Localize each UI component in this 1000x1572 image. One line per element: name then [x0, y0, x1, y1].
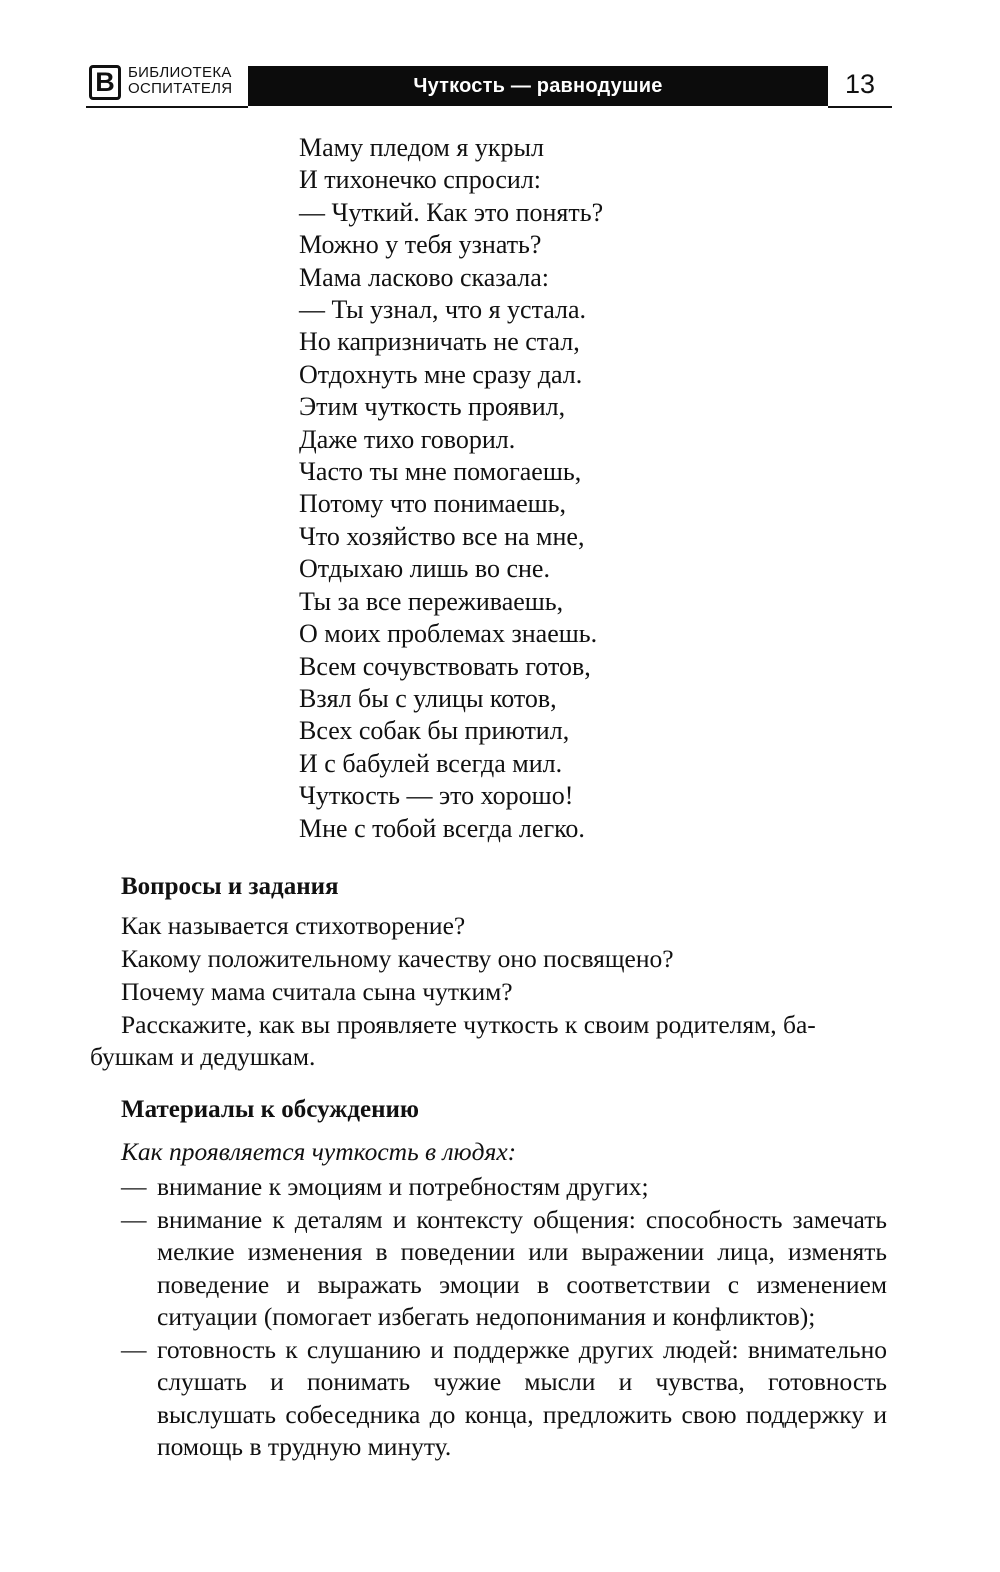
poem-line: Часто ты мне помогаешь, — [299, 457, 582, 487]
list-item — [121, 1334, 887, 1464]
running-header — [86, 60, 892, 108]
question-item-last-line-1: Расскажите, как вы проявляете чуткость к своим родителям, ба- — [121, 1010, 816, 1039]
list-dash: — — [121, 1204, 147, 1234]
list-item-text: внимание к эмоциям и потребностям других; — [157, 1172, 649, 1201]
poem-line: И с бабулей всегда мил. — [299, 748, 563, 778]
materials-intro: Как проявляется чуткость в людях: — [121, 1137, 517, 1166]
poem-line: Можно у тебя узнать? — [299, 230, 542, 260]
poem-line: Что хозяйство все на мне, — [299, 521, 585, 551]
poem-line: Даже тихо говорил. — [299, 424, 516, 454]
page-number-underline — [828, 106, 892, 108]
list-dash: — — [121, 1172, 147, 1201]
question-item: Почему мама считала сына чутким? — [121, 977, 513, 1006]
questions-heading: Вопросы и задания — [121, 873, 339, 900]
poem-line: О моих проблемах знаешь. — [299, 619, 598, 649]
poem-line: — Ты узнал, что я устала. — [299, 295, 587, 325]
chapter-title: Чуткость — равнодушие — [248, 66, 828, 106]
poem-line: Отдохнуть мне сразу дал. — [299, 359, 583, 389]
series-logo — [86, 60, 248, 106]
poem-line: Мама ласково сказала: — [299, 262, 550, 292]
poem-line: И тихонечко спросил: — [299, 165, 542, 195]
poem-line: Ты за все переживаешь, — [299, 586, 564, 616]
logo-text — [128, 65, 232, 97]
materials-list — [121, 1171, 887, 1464]
poem-line: — Чуткий. Как это понять? — [299, 197, 604, 227]
poem-line: Всех собак бы приютил, — [299, 716, 570, 746]
list-dash: — — [121, 1334, 147, 1364]
poem-line: Но капризничать не стал, — [299, 327, 580, 357]
logo-underline — [86, 106, 248, 108]
logo-line-2: ОСПИТАТЕЛЯ — [128, 80, 233, 97]
logo-letter-box: В — [89, 65, 121, 100]
poem-line: Мне с тобой всегда легко. — [299, 813, 585, 843]
poem-line: Маму пледом я укрыл — [299, 133, 544, 162]
poem-line: Потому что понимаешь, — [299, 489, 566, 519]
question-item: Как называется стихотворение? — [121, 911, 466, 940]
question-item: Какому положительному качеству оно посвящено? — [121, 944, 674, 973]
poem-line: Чуткость — это хорошо! — [299, 781, 574, 811]
poem-line: Всем сочувствовать готов, — [299, 651, 591, 681]
materials-heading: Материалы к обсуждению — [121, 1096, 420, 1123]
poem — [299, 132, 603, 845]
poem-line: Взял бы с улицы котов, — [299, 683, 557, 713]
page-number: 13 — [844, 68, 876, 99]
poem-line: Отдыхаю лишь во сне. — [299, 554, 550, 584]
poem-line: Этим чуткость проявил, — [299, 392, 566, 422]
question-item-last-line-2: бушкам и дедушкам. — [90, 1042, 316, 1071]
list-item-text: готовность к слушанию и поддержке других людей: внимательно слушать и понимать чужие мысли и чувства, готовность выслушать собеседника до конца, предложить свою поддержку и помощь в трудную минуту. — [157, 1334, 887, 1461]
logo-line-1: БИБЛИОТЕКА — [128, 64, 232, 81]
list-item — [121, 1204, 887, 1334]
list-item-text: внимание к деталям и контексту общения: способность замечать мелкие изменения в поведении или выражении лица, изменять поведение и выражать эмоции в соответствии с изменением ситуации (помогает избегать недопонимания и конфликтов); — [157, 1204, 887, 1331]
list-item — [121, 1171, 887, 1204]
